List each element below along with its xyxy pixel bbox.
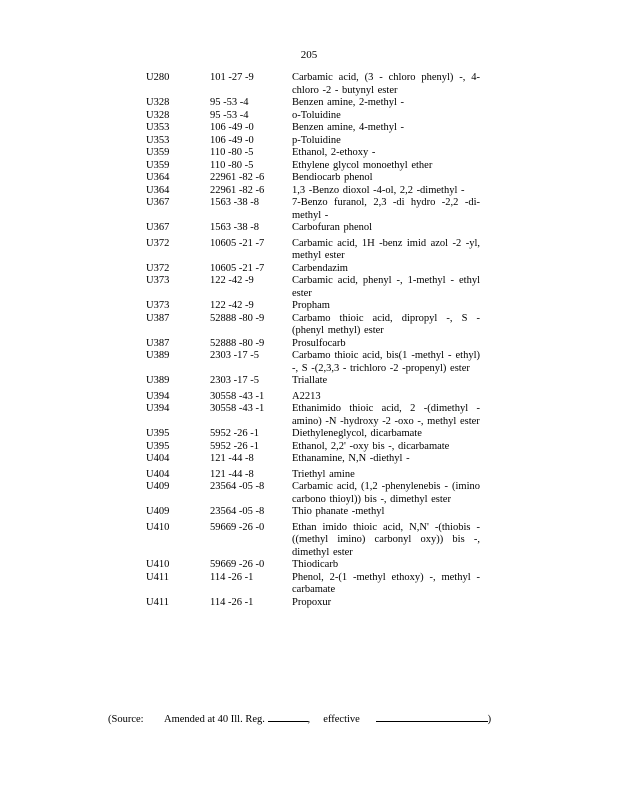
chemical-name: Ethanol, 2-ethoxy - [292, 147, 376, 158]
waste-code: U328 [146, 109, 170, 121]
chemical-name: p-Toluidine [292, 134, 341, 146]
cas-number: 122 -42 -9 [210, 275, 254, 286]
table-row [146, 147, 486, 160]
chemical-name: Carbamic acid, phenyl -, 1-methyl - ethyl ester [292, 275, 480, 299]
chemical-name: Carbamic acid, (1,2 -phenylenebis - (imino carbono thioyl)) bis -, dimethyl ester [292, 481, 480, 505]
cas-number: 110 -80 -5 [210, 147, 254, 158]
cas-number: 59669 -26 -0 [210, 521, 265, 533]
chemical-name: 7-Benzo furanol, 2,3 -di hydro -2,2 -di- methyl - [292, 197, 480, 221]
cas-number: 22961 -82 -6 [210, 184, 265, 196]
table-row [146, 300, 486, 313]
cas-number: 106 -49 -0 [210, 122, 254, 133]
table-row [146, 160, 486, 173]
chemical-name: Ethanol, 2,2' -oxy bis -, dicarbamate [292, 440, 450, 452]
chemical-name: Propham [292, 300, 330, 311]
cas-number: 10605 -21 -7 [210, 237, 265, 249]
waste-code: U367 [146, 197, 170, 208]
cas-number: 101 -27 -9 [210, 72, 254, 83]
chemical-name: Ethanamine, N,N -diethyl - [292, 453, 410, 464]
cas-number: 106 -49 -0 [210, 134, 254, 146]
cas-number: 30558 -43 -1 [210, 403, 265, 414]
page-number: 205 [300, 49, 318, 61]
cas-number: 110 -80 -5 [210, 159, 254, 171]
table-row [146, 441, 486, 454]
chemical-name: Ethanimido thioic acid, 2 -(dimethyl - amino) -N -hydroxy -2 -oxo -, methyl ester [292, 403, 480, 427]
cas-number: 59669 -26 -0 [210, 559, 265, 570]
chemical-name: A2213 [292, 390, 321, 402]
waste-code: U328 [146, 97, 170, 108]
waste-code: U280 [146, 72, 170, 83]
chemical-name: Thio phanate -methyl [292, 506, 385, 517]
register-blank [268, 711, 308, 722]
waste-code: U373 [146, 275, 170, 286]
waste-code: U404 [146, 453, 170, 464]
waste-code: U364 [146, 172, 170, 183]
chemical-name: Triethyl amine [292, 468, 355, 480]
cas-number: 10605 -21 -7 [210, 262, 265, 274]
waste-code: U367 [146, 222, 170, 233]
chemical-name: 1,3 -Benzo dioxol -4-ol, 2,2 -dimethyl - [292, 184, 465, 196]
waste-code: U353 [146, 134, 170, 146]
cas-number: 95 -53 -4 [210, 97, 249, 108]
chemical-name: Bendiocarb phenol [292, 172, 373, 183]
source-suffix: ) [487, 714, 492, 725]
table-row [146, 110, 486, 123]
cas-number: 52888 -80 -9 [210, 337, 265, 349]
chemical-name: Propoxur [292, 596, 332, 608]
table-row [146, 403, 486, 428]
chemical-name: Thiodicarb [292, 559, 339, 570]
waste-code: U389 [146, 350, 170, 361]
chemical-name: Triallate [292, 375, 328, 386]
table-row [146, 97, 486, 110]
chemical-name: Carbamic acid, (3 - chloro phenyl) -, 4- chloro -2 - butynyl ester [292, 72, 480, 96]
table-row [146, 275, 486, 300]
table-row [146, 453, 486, 466]
table-row [146, 559, 486, 572]
chemical-name: Phenol, 2-(1 -methyl ethoxy) -, methyl - carbamate [292, 571, 480, 595]
source-note [108, 711, 508, 725]
table-row [146, 572, 486, 597]
source-effective: effective [323, 714, 360, 725]
chemical-name: Ethan imido thioic acid, N,N' -(thiobis - ((methyl imino) carbonyl oxy)) bis -, dimethyl ester [292, 521, 480, 558]
source-amended: Amended at 40 Ill. Reg. [164, 714, 265, 725]
waste-code: U359 [146, 147, 170, 158]
source-prefix: (Source: [108, 714, 144, 725]
cas-number: 5952 -26 -1 [210, 440, 259, 452]
waste-code: U409 [146, 481, 170, 492]
waste-code: U364 [146, 184, 170, 196]
waste-code: U395 [146, 428, 170, 439]
effective-date-blank [376, 711, 488, 722]
waste-code-table [146, 72, 486, 609]
cas-number: 121 -44 -8 [210, 453, 254, 464]
waste-code: U372 [146, 262, 170, 274]
cas-number: 95 -53 -4 [210, 109, 249, 121]
chemical-name: Diethyleneglycol, dicarbamate [292, 428, 422, 439]
cas-number: 23564 -05 -8 [210, 481, 265, 492]
cas-number: 1563 -38 -8 [210, 197, 259, 208]
table-row [146, 428, 486, 441]
waste-code: U409 [146, 506, 170, 517]
waste-code: U372 [146, 237, 170, 249]
table-row [146, 522, 486, 560]
table-row [146, 238, 486, 263]
cas-number: 122 -42 -9 [210, 300, 254, 311]
waste-code: U410 [146, 559, 170, 570]
waste-code: U359 [146, 159, 170, 171]
table-row [146, 597, 486, 610]
cas-number: 121 -44 -8 [210, 468, 254, 480]
waste-code: U373 [146, 300, 170, 311]
waste-code: U404 [146, 468, 170, 480]
cas-number: 1563 -38 -8 [210, 222, 259, 233]
table-row [146, 469, 486, 482]
chemical-name: Carbamic acid, 1H -benz imid azol -2 -yl, methyl ester [292, 237, 480, 261]
cas-number: 22961 -82 -6 [210, 172, 265, 183]
table-row [146, 72, 486, 97]
table-row [146, 135, 486, 148]
cas-number: 114 -26 -1 [210, 571, 254, 583]
chemical-name: Carbofuran phenol [292, 222, 373, 233]
waste-code: U387 [146, 312, 170, 324]
chemical-name: Carbamo thioic acid, bis(1 -methyl - ethyl) -, S -(2,3,3 - trichloro -2 -propenyl) ester [292, 350, 480, 374]
cas-number: 5952 -26 -1 [210, 428, 259, 439]
waste-code: U387 [146, 337, 170, 349]
chemical-name: Prosulfocarb [292, 337, 346, 349]
cas-number: 30558 -43 -1 [210, 390, 265, 402]
table-row [146, 313, 486, 338]
table-row [146, 122, 486, 135]
chemical-name: Benzen amine, 4-methyl - [292, 122, 405, 133]
waste-code: U389 [146, 375, 170, 386]
table-row [146, 185, 486, 198]
chemical-name: o-Toluidine [292, 109, 341, 121]
cas-number: 2303 -17 -5 [210, 375, 259, 386]
waste-code: U353 [146, 122, 170, 133]
chemical-name: Carbendazim [292, 262, 348, 274]
cas-number: 2303 -17 -5 [210, 350, 259, 361]
table-row [146, 263, 486, 276]
chemical-name: Benzen amine, 2-methyl - [292, 97, 405, 108]
chemical-name: Carbamo thioic acid, dipropyl -, S - (phenyl methyl) ester [292, 312, 480, 336]
table-row [146, 481, 486, 506]
table-row [146, 506, 486, 519]
table-row [146, 172, 486, 185]
table-row [146, 350, 486, 375]
cas-number: 114 -26 -1 [210, 596, 254, 608]
waste-code: U411 [146, 571, 169, 583]
cas-number: 52888 -80 -9 [210, 312, 265, 324]
source-comma: , [307, 714, 311, 725]
table-row [146, 375, 486, 388]
table-row [146, 391, 486, 404]
waste-code: U394 [146, 403, 170, 414]
waste-code: U410 [146, 521, 170, 533]
waste-code: U395 [146, 440, 170, 452]
table-row [146, 197, 486, 222]
waste-code: U394 [146, 390, 170, 402]
table-row [146, 222, 486, 235]
table-row [146, 338, 486, 351]
waste-code: U411 [146, 596, 169, 608]
cas-number: 23564 -05 -8 [210, 506, 265, 517]
chemical-name: Ethylene glycol monoethyl ether [292, 159, 433, 171]
